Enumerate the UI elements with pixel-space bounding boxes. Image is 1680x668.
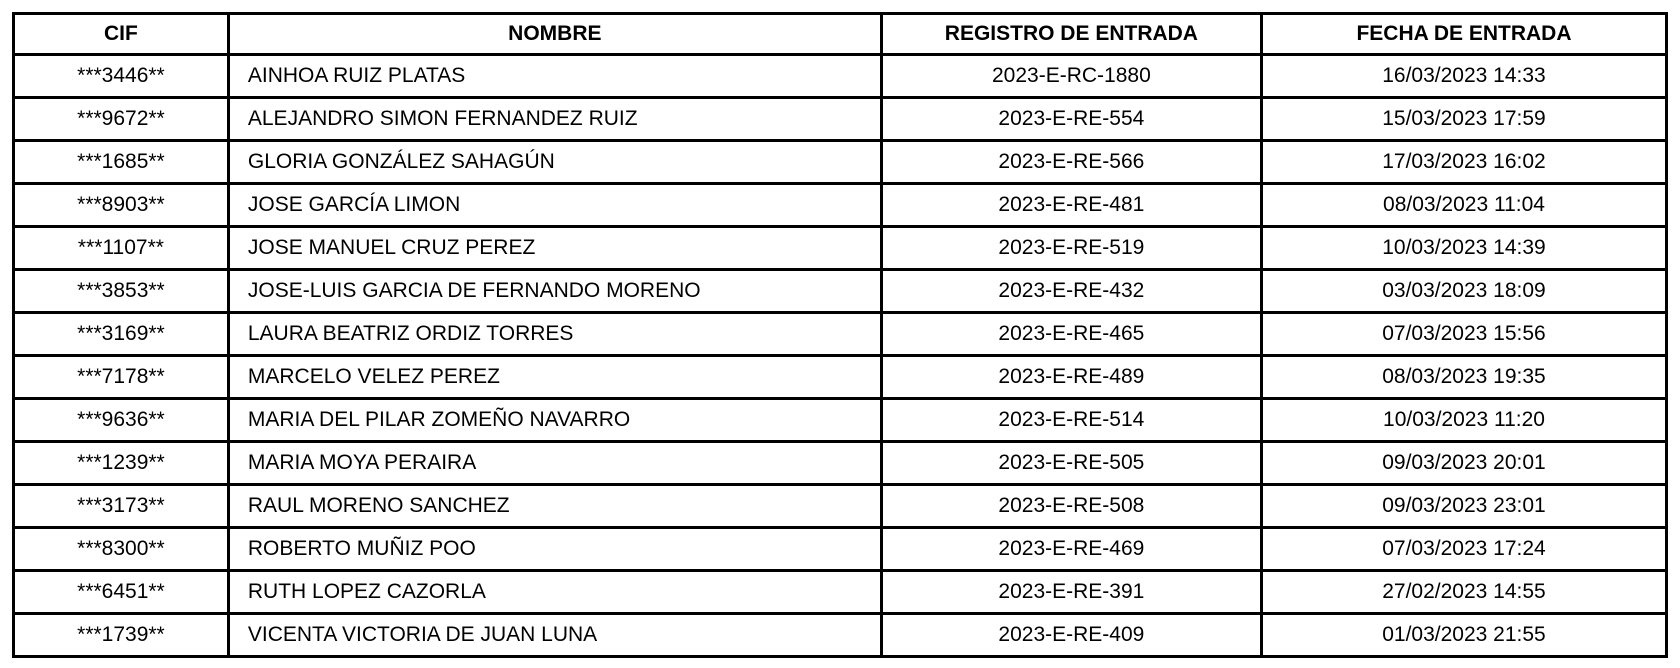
- table-row: [14, 614, 1667, 657]
- table-cell: 27/02/2023 14:55: [1261, 571, 1666, 614]
- table-cell: 03/03/2023 18:09: [1261, 270, 1666, 313]
- table-cell: GLORIA GONZÁLEZ SAHAGÚN: [228, 141, 881, 184]
- table-cell: 2023-E-RE-514: [881, 399, 1261, 442]
- table-cell: 2023-E-RE-519: [881, 227, 1261, 270]
- table-cell: 2023-E-RE-505: [881, 442, 1261, 485]
- table-cell: ***8300**: [14, 528, 229, 571]
- table-cell: 08/03/2023 11:04: [1261, 184, 1666, 227]
- table-header-row: [14, 14, 1667, 55]
- table-cell: 2023-E-RE-391: [881, 571, 1261, 614]
- table-row: [14, 442, 1667, 485]
- table-cell: 2023-E-RE-409: [881, 614, 1261, 657]
- table-cell: 2023-E-RE-489: [881, 356, 1261, 399]
- table-cell: 2023-E-RE-554: [881, 98, 1261, 141]
- table-body: [14, 55, 1667, 657]
- table-cell: MARIA DEL PILAR ZOMEÑO NAVARRO: [228, 399, 881, 442]
- table-row: [14, 399, 1667, 442]
- table-row: [14, 184, 1667, 227]
- table-row: [14, 571, 1667, 614]
- registry-entries-table: [12, 12, 1668, 658]
- table-cell: 01/03/2023 21:55: [1261, 614, 1666, 657]
- table-cell: 2023-E-RE-469: [881, 528, 1261, 571]
- table-cell: 2023-E-RE-566: [881, 141, 1261, 184]
- table-cell: 16/03/2023 14:33: [1261, 55, 1666, 98]
- table-cell: MARIA MOYA PERAIRA: [228, 442, 881, 485]
- table-cell: 15/03/2023 17:59: [1261, 98, 1666, 141]
- column-header-registro-de-entrada: REGISTRO DE ENTRADA: [881, 14, 1261, 55]
- table-header: [14, 14, 1667, 55]
- table-cell: ***6451**: [14, 571, 229, 614]
- table-cell: 2023-E-RE-508: [881, 485, 1261, 528]
- table-row: [14, 313, 1667, 356]
- table-row: [14, 55, 1667, 98]
- table-cell: JOSE GARCÍA LIMON: [228, 184, 881, 227]
- table-cell: 09/03/2023 20:01: [1261, 442, 1666, 485]
- table-row: [14, 98, 1667, 141]
- table-row: [14, 227, 1667, 270]
- table-cell: ***9636**: [14, 399, 229, 442]
- table-row: [14, 485, 1667, 528]
- table-cell: 2023-E-RE-465: [881, 313, 1261, 356]
- table-cell: JOSE MANUEL CRUZ PEREZ: [228, 227, 881, 270]
- table-cell: JOSE-LUIS GARCIA DE FERNANDO MORENO: [228, 270, 881, 313]
- table-cell: 07/03/2023 17:24: [1261, 528, 1666, 571]
- table-cell: RUTH LOPEZ CAZORLA: [228, 571, 881, 614]
- column-header-nombre: NOMBRE: [228, 14, 881, 55]
- table-cell: ***8903**: [14, 184, 229, 227]
- table-cell: ***3169**: [14, 313, 229, 356]
- table-cell: MARCELO VELEZ PEREZ: [228, 356, 881, 399]
- table-cell: ***1239**: [14, 442, 229, 485]
- table-cell: 09/03/2023 23:01: [1261, 485, 1666, 528]
- table-cell: 17/03/2023 16:02: [1261, 141, 1666, 184]
- table-cell: ***1739**: [14, 614, 229, 657]
- column-header-cif: CIF: [14, 14, 229, 55]
- table-cell: 07/03/2023 15:56: [1261, 313, 1666, 356]
- table-cell: 10/03/2023 11:20: [1261, 399, 1666, 442]
- table-cell: AINHOA RUIZ PLATAS: [228, 55, 881, 98]
- table-cell: 10/03/2023 14:39: [1261, 227, 1666, 270]
- table-cell: ***3446**: [14, 55, 229, 98]
- column-header-fecha-de-entrada: FECHA DE ENTRADA: [1261, 14, 1666, 55]
- table-cell: LAURA BEATRIZ ORDIZ TORRES: [228, 313, 881, 356]
- table-cell: ROBERTO MUÑIZ POO: [228, 528, 881, 571]
- table-cell: 2023-E-RE-481: [881, 184, 1261, 227]
- table-cell: ***9672**: [14, 98, 229, 141]
- table-cell: ***3853**: [14, 270, 229, 313]
- table-row: [14, 270, 1667, 313]
- table-cell: 08/03/2023 19:35: [1261, 356, 1666, 399]
- table-cell: ***7178**: [14, 356, 229, 399]
- table-cell: 2023-E-RC-1880: [881, 55, 1261, 98]
- table-row: [14, 141, 1667, 184]
- table-row: [14, 356, 1667, 399]
- table-cell: ALEJANDRO SIMON FERNANDEZ RUIZ: [228, 98, 881, 141]
- table-cell: VICENTA VICTORIA DE JUAN LUNA: [228, 614, 881, 657]
- table-cell: 2023-E-RE-432: [881, 270, 1261, 313]
- table-cell: ***1107**: [14, 227, 229, 270]
- table-cell: RAUL MORENO SANCHEZ: [228, 485, 881, 528]
- table-cell: ***1685**: [14, 141, 229, 184]
- table-cell: ***3173**: [14, 485, 229, 528]
- table-row: [14, 528, 1667, 571]
